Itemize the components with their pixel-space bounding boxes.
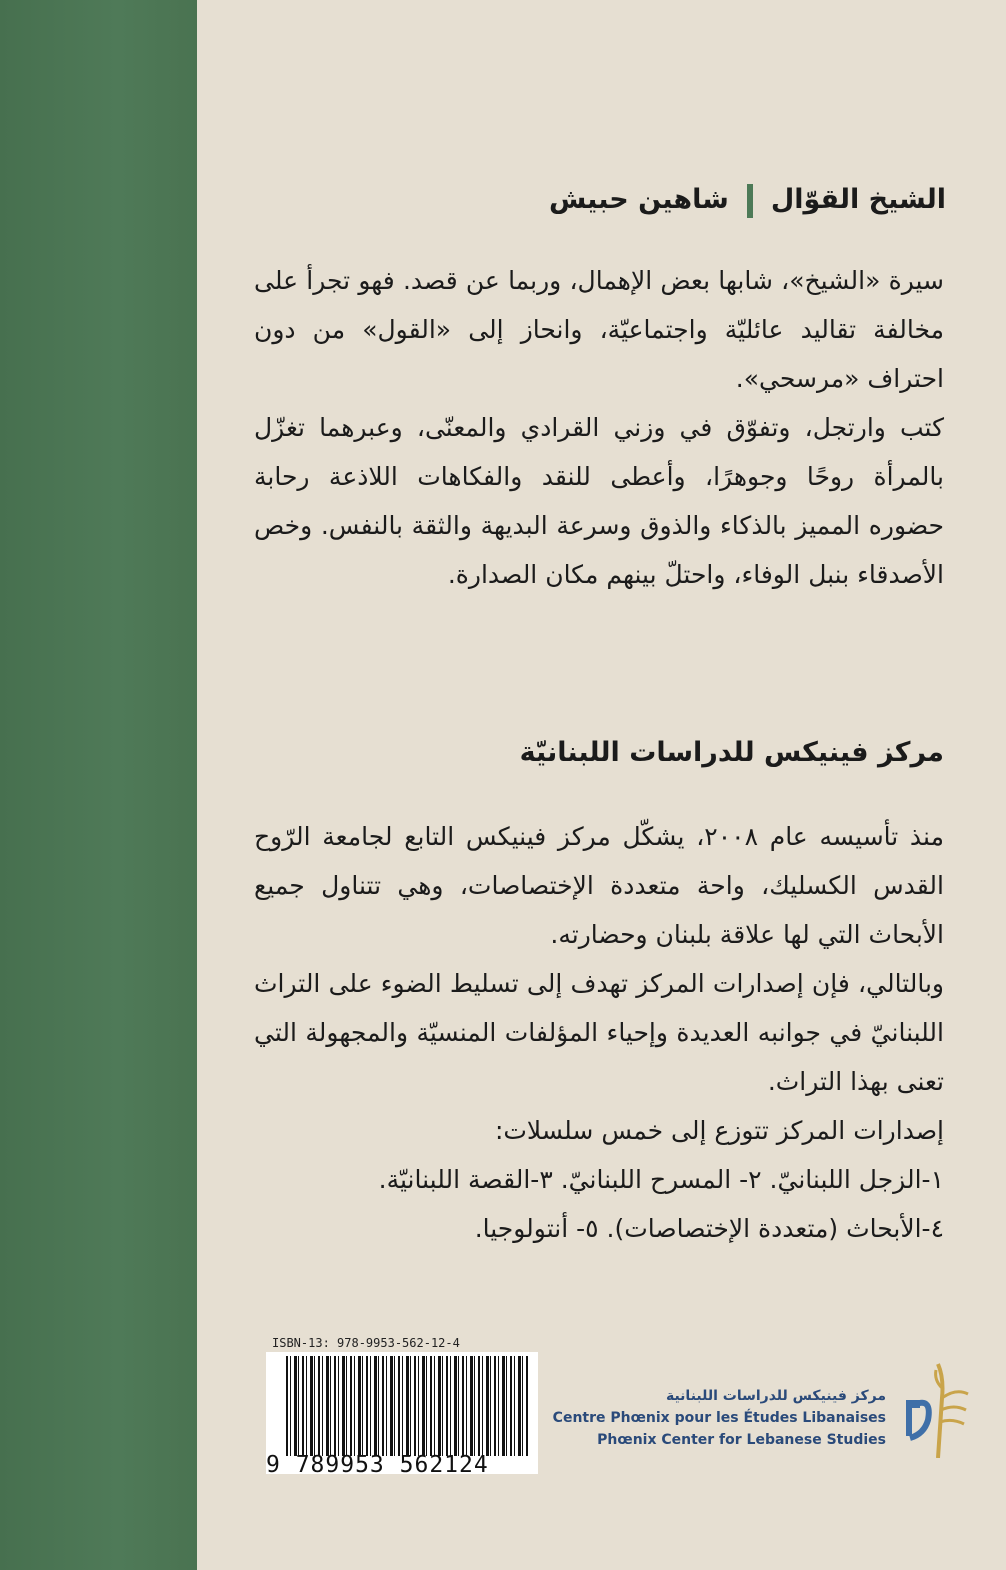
center-heading: مركز فينيكس للدراسات اللبنانيّة (519, 737, 944, 768)
center-paragraph: منذ تأسيسه عام ٢٠٠٨، يشكّل مركز فينيكس التابع لجامعة الرّوح القدس الكسليك، واحة متعددة الإختصاصات، وهي تتناول جميع الأبحاث التي لها علاقة بلبنان وحضارته. (254, 822, 944, 949)
title-separator (747, 184, 753, 218)
blurb-paragraph: سيرة «الشيخ»، شابها بعض الإهمال، وربما عن قصد. فهو تجرأ على مخالفة تقاليد عائليّة واجتماعيّة، وانحاز إلى «القول» من دون احتراف «مرسحي». (254, 266, 944, 393)
center-paragraph: وبالتالي، فإن إصدارات المركز تهدف إلى تسليط الضوء على التراث اللبنانيّ في جوانبه العديدة وإحياء المؤلفات المنسيّة والمجهولة التي تعنى بهذا التراث. (254, 969, 944, 1096)
center-description (254, 812, 944, 1253)
title-line (246, 178, 946, 222)
book-title: الشيخ القوّال (770, 184, 946, 215)
series-list-line: ١-الزجل اللبنانيّ. ٢- المسرح اللبنانيّ. ٣-القصة اللبنانيّة. (378, 1165, 944, 1194)
blurb-paragraph: كتب وارتجل، وتفوّق في وزني القرادي والمعنّى، وعبرهما تغزّل بالمرأة روحًا وجوهرًا، وأعطى للنقد والفكاهات اللاذعة رحابة حضوره المميز بالذكاء والذوق وسرعة البديهة والثقة بالنفس. وخص الأصدقاء بنبل الوفاء، واحتلّ بينهم مكان الصدارة. (254, 413, 944, 589)
publisher-block (546, 1385, 886, 1451)
series-list-line: ٤-الأبحاث (متعددة الإختصاصات). ٥- أنتولوجيا. (474, 1214, 944, 1243)
back-cover (197, 0, 1006, 1570)
blurb (254, 256, 944, 599)
publisher-name-french: Centre Phœnix pour les Études Libanaises (552, 1410, 886, 1426)
author-name: شاهين حبيش (549, 184, 729, 215)
barcode (266, 1352, 538, 1478)
barcode-bars (286, 1356, 530, 1456)
barcode-number: 9 789953 562124 (266, 1452, 489, 1478)
publisher-name-arabic: مركز فينيكس للدراسات اللبنانية (665, 1388, 886, 1404)
phoenix-logo-icon (898, 1358, 970, 1458)
publisher-name-english: Phœnix Center for Lebanese Studies (597, 1432, 886, 1448)
isbn-label: ISBN-13: 978-9953-562-12-4 (272, 1336, 460, 1350)
center-paragraph: إصدارات المركز تتوزع إلى خمس سلسلات: (494, 1116, 944, 1145)
book-spine (0, 0, 197, 1570)
